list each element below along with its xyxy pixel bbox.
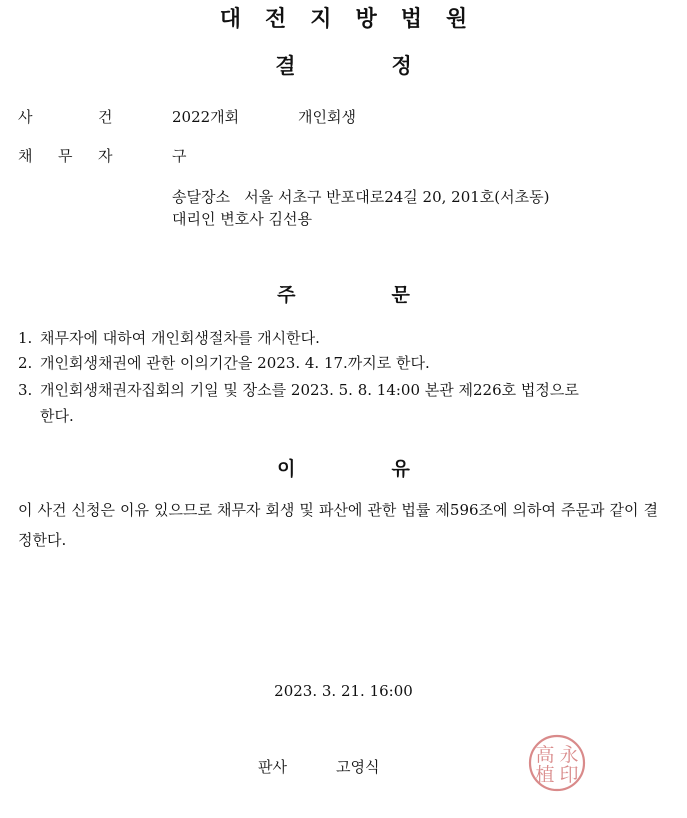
order-item-text: 개인회생채권자집회의 기일 및 장소를 2023. 5. 8. 14:00 본관 제226호 법정으로: [40, 381, 579, 399]
agent-info: 대리인 변호사 김선용: [172, 210, 312, 228]
order-heading: [0, 280, 687, 307]
case-label-char-1: 사: [18, 108, 33, 126]
debtor-label-char-1: 채: [18, 147, 33, 165]
decision-date: 2023. 3. 21. 16:00: [274, 682, 413, 700]
case-number: 2022개회: [172, 108, 240, 126]
seal-char: 高: [535, 744, 555, 766]
debtor-name: 구: [172, 147, 187, 165]
order-heading-right: 문: [391, 284, 410, 306]
document-type-right: 정: [391, 54, 412, 78]
document-type-left: 결: [275, 54, 296, 78]
document-type: [0, 50, 687, 80]
debtor-label-char-3: 자: [98, 147, 113, 165]
reason-heading-left: 이: [277, 458, 296, 480]
order-item-text: 개인회생채권에 관한 이의기간을 2023. 4. 17.까지로 한다.: [40, 354, 430, 372]
service-address: 송달장소 서울 서초구 반포대로24길 20, 201호(서초동): [172, 188, 550, 206]
seal-char: 植: [535, 764, 555, 786]
order-item-number: 2.: [18, 354, 33, 372]
order-item: [18, 327, 320, 348]
order-item: [18, 352, 430, 373]
order-item-continuation: 한다.: [40, 407, 74, 425]
debtor-label-char-2: 무: [58, 147, 73, 165]
judge-name: 고영식: [336, 758, 380, 776]
reason-heading: [0, 454, 687, 481]
seal-char: 永: [559, 744, 579, 766]
order-heading-left: 주: [277, 284, 296, 306]
reason-text: 이 사건 신청은 이유 있으므로 채무자 회생 및 파산에 관한 법률 제596조에 의하여 주문과 같이 결정한다.: [18, 501, 658, 549]
court-title: 대전지방법원: [219, 7, 492, 32]
order-item-number: 3.: [18, 381, 33, 399]
reason-heading-right: 유: [391, 458, 410, 480]
judge-seal-icon: [528, 734, 586, 792]
case-type: 개인회생: [298, 108, 356, 126]
order-item-number: 1.: [18, 329, 33, 347]
seal-char: 印: [559, 764, 579, 786]
case-label-char-2: 건: [98, 108, 113, 126]
order-item-text: 채무자에 대하여 개인회생절차를 개시한다.: [40, 329, 320, 347]
order-item: [18, 379, 579, 400]
judge-label: 판사: [258, 758, 287, 776]
